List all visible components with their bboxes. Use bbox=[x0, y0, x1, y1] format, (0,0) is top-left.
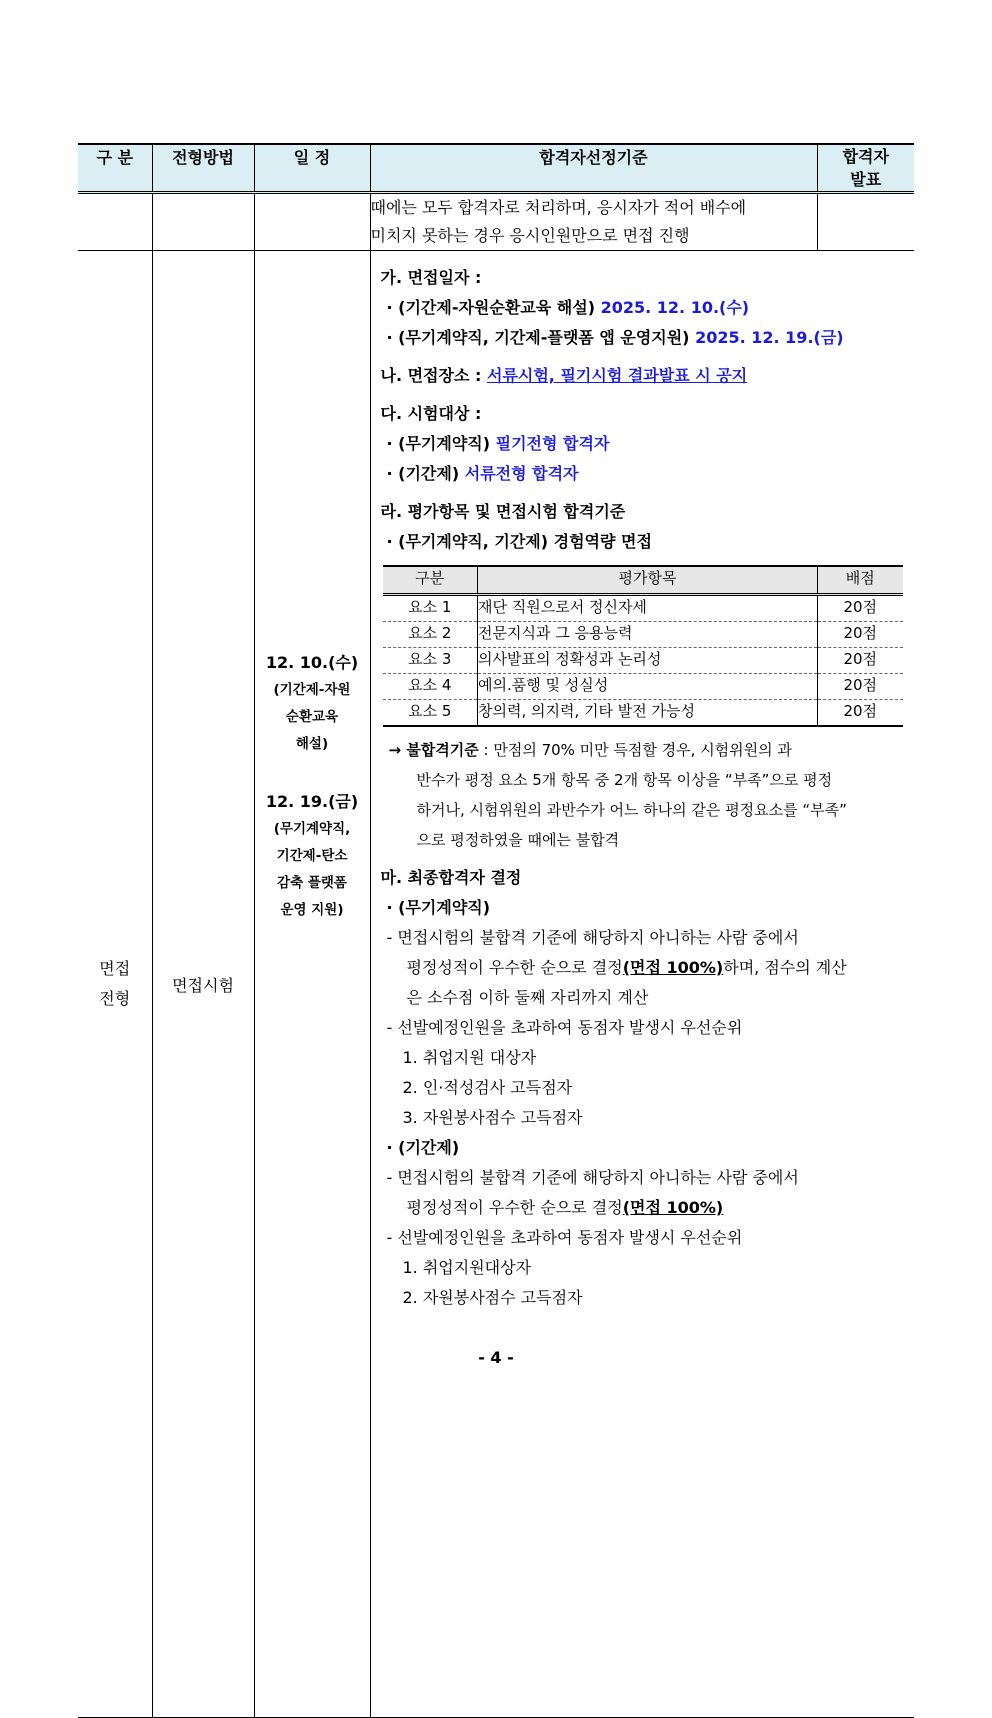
section-c-item1: · (무기계약직) 필기전형 합격자 bbox=[386, 434, 610, 453]
schedule-cell bbox=[254, 251, 370, 1718]
continued-line2: 미치지 못하는 경우 응시인원만으로 면접 진행 bbox=[370, 226, 690, 245]
schedule-date1-sub2: 순환교육 bbox=[285, 709, 339, 725]
section-e2-b-item1: 1. 취업지원대상자 bbox=[402, 1258, 532, 1277]
schedule-date2-sub4: 운영 지원) bbox=[280, 902, 344, 918]
schedule-date1-sub1: (기간제-자원 bbox=[273, 682, 351, 698]
section-e2-b: - 선발예정인원을 초과하여 동점자 발생시 우선순위 bbox=[386, 1228, 743, 1247]
recruitment-table bbox=[78, 143, 914, 1718]
section-e1-b-item1: 1. 취업지원 대상자 bbox=[402, 1048, 537, 1067]
header-announcement-line1: 합격자 bbox=[842, 147, 889, 166]
eval-header-row bbox=[383, 566, 903, 595]
section-e1-b-item3: 3. 자원봉사점수 고득점자 bbox=[402, 1108, 583, 1127]
schedule-date2-sub1: (무기계약직, bbox=[273, 821, 351, 837]
section-e-item1: · (무기계약직) bbox=[386, 898, 491, 917]
evaluation-table bbox=[383, 565, 903, 727]
section-d-title: 라. 평가항목 및 면접시험 합격기준 bbox=[380, 502, 626, 521]
table-header-row bbox=[78, 144, 914, 193]
fail-criteria: → 불합격기준 : 만점의 70% 미만 득점할 경우, 시험위원의 과 반수가 평정 요소 5개 항목 중 2개 항목 이상을 “부족”으로 평정 하거나, 시험위원의 과반수가 어느 하나의 같은 평정요소를 “부족” 으로 평정하였을 때에는 불합격 bbox=[388, 741, 847, 849]
table-row: 요소 5 창의력, 의지력, 기타 발전 가능성 20점 bbox=[383, 700, 903, 727]
schedule-date1: 12. 10.(수) bbox=[265, 653, 359, 672]
eval-header-score: 배점 bbox=[818, 566, 903, 595]
schedule-date2-sub3: 감축 플랫폼 bbox=[277, 875, 347, 891]
eval-header-category: 구분 bbox=[383, 566, 478, 595]
section-e2-b-item2: 2. 자원봉사점수 고득점자 bbox=[402, 1288, 583, 1307]
section-e-title: 마. 최종합격자 결정 bbox=[380, 868, 522, 887]
section-b: 나. 면접장소 : 서류시험, 필기시험 결과발표 시 공지 bbox=[380, 366, 748, 385]
section-e2-a: - 면접시험의 불합격 기준에 해당하지 아니하는 사람 중에서 평정성적이 우수한 순으로 결정(면접 100%) bbox=[386, 1168, 799, 1217]
section-e1-b-item2: 2. 인·적성검사 고득점자 bbox=[402, 1078, 573, 1097]
page-number: - 4 - bbox=[478, 1348, 514, 1367]
header-schedule: 일 정 bbox=[254, 144, 370, 193]
category-cell bbox=[78, 251, 152, 1718]
interview-location: 서류시험, 필기시험 결과발표 시 공지 bbox=[486, 366, 748, 385]
criteria-cell bbox=[370, 251, 914, 1718]
section-d-item1: · (무기계약직, 기간제) 경험역량 면접 bbox=[386, 532, 652, 551]
schedule-date2-sub2: 기간제-탄소 bbox=[276, 848, 348, 864]
category-line1: 면접 bbox=[99, 959, 131, 978]
section-e1-a: - 면접시험의 불합격 기준에 해당하지 아니하는 사람 중에서 평정성적이 우수한 순으로 결정(면접 100%)하며, 점수의 계산 은 소수점 이하 둘째 자리까지 계산 bbox=[386, 928, 847, 1007]
continued-line1: 때에는 모두 합격자로 처리하며, 응시자가 적어 배수에 bbox=[370, 198, 747, 217]
table-row: 요소 2 전문지식과 그 응용능력 20점 bbox=[383, 622, 903, 648]
section-a-item1: · (기간제-자원순환교육 해설) 2025. 12. 10.(수) bbox=[386, 298, 750, 317]
section-e1-b: - 선발예정인원을 초과하여 동점자 발생시 우선순위 bbox=[386, 1018, 743, 1037]
section-a-title: 가. 면접일자 : bbox=[380, 268, 482, 287]
interview-row bbox=[78, 251, 914, 1718]
continued-text bbox=[370, 193, 817, 251]
eval-header-item: 평가항목 bbox=[478, 566, 818, 595]
method-cell: 면접시험 bbox=[152, 251, 254, 1718]
header-category: 구 분 bbox=[78, 144, 152, 193]
section-a-item2: · (무기계약직, 기간제-플랫폼 앱 운영지원) 2025. 12. 19.(금) bbox=[386, 328, 844, 347]
section-c-item2: · (기간제) 서류전형 합격자 bbox=[386, 464, 579, 483]
header-announcement bbox=[817, 144, 914, 193]
table-row: 요소 4 예의.품행 및 성실성 20점 bbox=[383, 674, 903, 700]
schedule-date1-sub3: 해설) bbox=[295, 736, 329, 752]
header-criteria: 합격자선정기준 bbox=[370, 144, 817, 193]
section-c-title: 다. 시험대상 : bbox=[380, 404, 482, 423]
category-line2: 전형 bbox=[99, 989, 131, 1008]
table-row: 요소 3 의사발표의 정확성과 논리성 20점 bbox=[383, 648, 903, 674]
continued-row bbox=[78, 193, 914, 251]
table-row: 요소 1 재단 직원으로서 정신자세 20점 bbox=[383, 595, 903, 622]
section-e-item2: · (기간제) bbox=[386, 1138, 460, 1157]
header-method: 전형방법 bbox=[152, 144, 254, 193]
header-announcement-line2: 발표 bbox=[850, 170, 882, 189]
schedule-date2: 12. 19.(금) bbox=[265, 792, 359, 811]
